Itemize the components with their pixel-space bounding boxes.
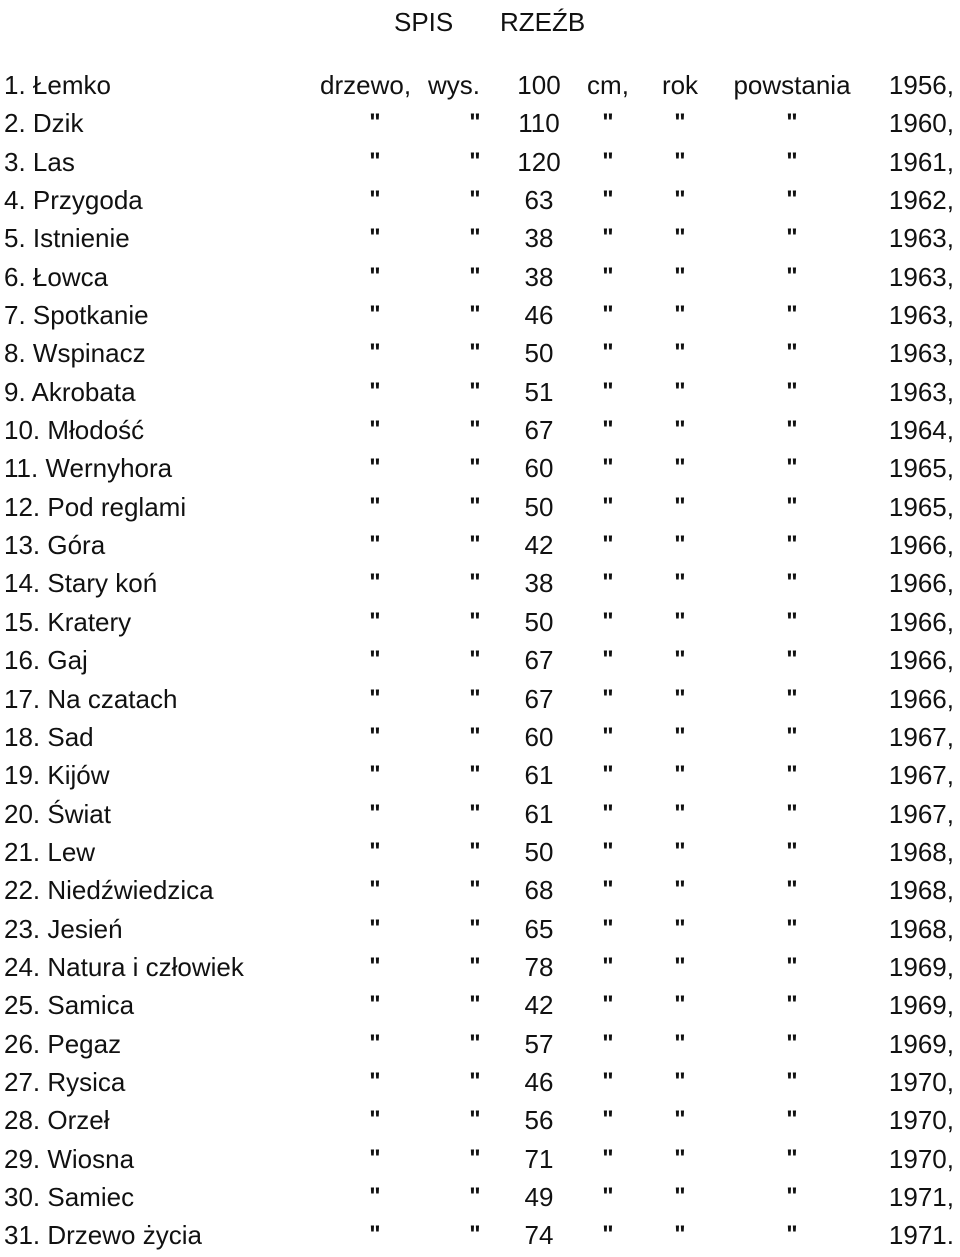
year-value: 1961, xyxy=(888,146,954,177)
year-value: 1956, xyxy=(888,70,954,100)
ditto-mark-material: " xyxy=(369,876,381,904)
ditto-mark-year-label: " xyxy=(674,1067,686,1095)
year-value: 1967, xyxy=(888,798,954,829)
sculpture-name: 4. Przygoda xyxy=(4,185,143,216)
list-item xyxy=(0,910,960,948)
ditto-mark-year-label: " xyxy=(674,914,686,942)
sculpture-name: 23. Jesień xyxy=(4,913,123,944)
list-item xyxy=(0,1101,960,1139)
ditto-mark-year-label: " xyxy=(674,607,686,635)
ditto-mark-material: " xyxy=(369,646,381,674)
year-value: 1969, xyxy=(888,951,954,982)
sculpture-name: 27. Rysica xyxy=(4,1066,126,1097)
height-value: 49 xyxy=(524,1181,554,1212)
sculpture-name: 22. Niedźwiedzica xyxy=(4,875,214,906)
ditto-mark-material: " xyxy=(369,761,381,789)
ditto-mark-year-label: " xyxy=(674,531,686,559)
year-value: 1963, xyxy=(888,223,954,254)
year-value: 1966, xyxy=(888,645,954,676)
height-value: 38 xyxy=(524,223,554,254)
ditto-mark-year-label: " xyxy=(674,991,686,1019)
height-value: 42 xyxy=(524,530,554,561)
list-item xyxy=(0,104,960,142)
ditto-mark-height-label: " xyxy=(469,377,481,405)
ditto-mark-unit: " xyxy=(602,186,614,214)
year-value: 1971. xyxy=(888,1220,954,1251)
ditto-mark-height-label: " xyxy=(469,722,481,750)
ditto-mark-height-label: " xyxy=(469,339,481,367)
ditto-mark-height-label: " xyxy=(469,301,481,329)
year-value: 1963, xyxy=(888,376,954,407)
ditto-mark-height-label: " xyxy=(469,262,481,290)
ditto-mark-height-label: " xyxy=(469,1067,481,1095)
list-item xyxy=(0,986,960,1024)
ditto-mark-unit: " xyxy=(602,914,614,942)
ditto-mark-year-label: " xyxy=(674,722,686,750)
sculpture-name: 8. Wspinacz xyxy=(4,338,146,369)
height-value: 61 xyxy=(524,760,554,791)
ditto-mark-year-label: " xyxy=(674,1221,686,1249)
ditto-mark-height-label: " xyxy=(469,607,481,635)
ditto-mark-unit: " xyxy=(602,607,614,635)
year-value: 1968, xyxy=(888,913,954,944)
ditto-mark-height-label: " xyxy=(469,991,481,1019)
height-value: 78 xyxy=(524,951,554,982)
title-word-1: SPIS xyxy=(394,7,454,37)
year-value: 1967, xyxy=(888,760,954,791)
ditto-mark-material: " xyxy=(369,531,381,559)
ditto-mark-unit: " xyxy=(602,876,614,904)
sculpture-name: 10. Młodość xyxy=(4,415,145,446)
ditto-mark-year-label: " xyxy=(674,339,686,367)
ditto-mark-unit: " xyxy=(602,1182,614,1210)
height-value: 46 xyxy=(524,300,554,331)
list-item xyxy=(0,334,960,372)
sculpture-name: 21. Lew xyxy=(4,836,96,867)
ditto-mark-height-label: " xyxy=(469,1144,481,1172)
sculpture-name: 17. Na czatach xyxy=(4,683,178,714)
ditto-mark-created-label: " xyxy=(786,109,798,137)
ditto-mark-unit: " xyxy=(602,454,614,482)
ditto-mark-height-label: " xyxy=(469,684,481,712)
year-value: 1963, xyxy=(888,261,954,292)
ditto-mark-created-label: " xyxy=(786,799,798,827)
list-item xyxy=(0,526,960,564)
height-value: 50 xyxy=(524,491,554,522)
ditto-mark-created-label: " xyxy=(786,607,798,635)
page-title xyxy=(0,2,960,42)
ditto-mark-material: " xyxy=(369,607,381,635)
list-item xyxy=(0,1063,960,1101)
ditto-mark-created-label: " xyxy=(786,416,798,444)
sculpture-name: 26. Pegaz xyxy=(4,1028,122,1059)
year-value: 1964, xyxy=(888,415,954,446)
ditto-mark-unit: " xyxy=(602,301,614,329)
year-value: 1968, xyxy=(888,836,954,867)
sculpture-name: 7. Spotkanie xyxy=(4,300,149,331)
year-value: 1962, xyxy=(888,185,954,216)
sculpture-name: 16. Gaj xyxy=(4,645,88,676)
ditto-mark-created-label: " xyxy=(786,761,798,789)
ditto-mark-year-label: " xyxy=(674,109,686,137)
title-word-2: RZEŹB xyxy=(500,7,586,37)
ditto-mark-year-label: " xyxy=(674,646,686,674)
unit: cm, xyxy=(587,70,629,100)
list-item xyxy=(0,833,960,871)
year-value: 1966, xyxy=(888,530,954,561)
year-value: 1969, xyxy=(888,990,954,1021)
ditto-mark-created-label: " xyxy=(786,1221,798,1249)
ditto-mark-created-label: " xyxy=(786,186,798,214)
ditto-mark-unit: " xyxy=(602,531,614,559)
ditto-mark-height-label: " xyxy=(469,646,481,674)
ditto-mark-created-label: " xyxy=(786,1029,798,1057)
height-value: 65 xyxy=(524,913,554,944)
ditto-mark-year-label: " xyxy=(674,761,686,789)
sculpture-name: 6. Łowca xyxy=(4,261,109,292)
ditto-mark-material: " xyxy=(369,186,381,214)
ditto-mark-material: " xyxy=(369,952,381,980)
ditto-mark-unit: " xyxy=(602,799,614,827)
ditto-mark-created-label: " xyxy=(786,262,798,290)
ditto-mark-created-label: " xyxy=(786,876,798,904)
ditto-mark-created-label: " xyxy=(786,1182,798,1210)
list-item xyxy=(0,948,960,986)
ditto-mark-material: " xyxy=(369,339,381,367)
sculpture-name: 29. Wiosna xyxy=(4,1143,135,1174)
list-item xyxy=(0,143,960,181)
height-value: 100 xyxy=(517,70,561,100)
ditto-mark-created-label: " xyxy=(786,684,798,712)
ditto-mark-material: " xyxy=(369,837,381,865)
ditto-mark-unit: " xyxy=(602,952,614,980)
sculpture-name: 13. Góra xyxy=(4,530,106,561)
list-item xyxy=(0,296,960,334)
height-value: 57 xyxy=(524,1028,554,1059)
sculpture-name: 25. Samica xyxy=(4,990,135,1021)
sculpture-name: 28. Orzeł xyxy=(4,1105,110,1136)
ditto-mark-height-label: " xyxy=(469,799,481,827)
height-value: 38 xyxy=(524,261,554,292)
height-value: 120 xyxy=(517,146,561,177)
ditto-mark-unit: " xyxy=(602,377,614,405)
ditto-mark-height-label: " xyxy=(469,454,481,482)
ditto-mark-year-label: " xyxy=(674,1106,686,1134)
height-value: 50 xyxy=(524,836,554,867)
list-item xyxy=(0,488,960,526)
year-value: 1965, xyxy=(888,491,954,522)
ditto-mark-material: " xyxy=(369,147,381,175)
ditto-mark-unit: " xyxy=(602,492,614,520)
ditto-mark-created-label: " xyxy=(786,1144,798,1172)
list-item xyxy=(0,411,960,449)
ditto-mark-material: " xyxy=(369,1106,381,1134)
ditto-mark-unit: " xyxy=(602,262,614,290)
ditto-mark-material: " xyxy=(369,109,381,137)
ditto-mark-year-label: " xyxy=(674,1144,686,1172)
ditto-mark-height-label: " xyxy=(469,531,481,559)
ditto-mark-material: " xyxy=(369,301,381,329)
ditto-mark-year-label: " xyxy=(674,416,686,444)
height-value: 67 xyxy=(524,683,554,714)
ditto-mark-material: " xyxy=(369,914,381,942)
sculpture-name: 30. Samiec xyxy=(4,1181,135,1212)
ditto-mark-unit: " xyxy=(602,109,614,137)
ditto-mark-created-label: " xyxy=(786,569,798,597)
height-value: 63 xyxy=(524,185,554,216)
list-item xyxy=(0,641,960,679)
year-label: rok xyxy=(661,70,699,100)
year-value: 1966, xyxy=(888,568,954,599)
ditto-mark-year-label: " xyxy=(674,147,686,175)
ditto-mark-created-label: " xyxy=(786,492,798,520)
ditto-mark-height-label: " xyxy=(469,761,481,789)
year-value: 1968, xyxy=(888,875,954,906)
list-item xyxy=(0,1178,960,1216)
ditto-mark-created-label: " xyxy=(786,952,798,980)
height-value: 67 xyxy=(524,645,554,676)
year-value: 1966, xyxy=(888,606,954,637)
height-value: 38 xyxy=(524,568,554,599)
ditto-mark-material: " xyxy=(369,1144,381,1172)
ditto-mark-unit: " xyxy=(602,339,614,367)
ditto-mark-created-label: " xyxy=(786,531,798,559)
sculpture-name: 20. Świat xyxy=(4,798,111,829)
ditto-mark-height-label: " xyxy=(469,952,481,980)
height-value: 61 xyxy=(524,798,554,829)
ditto-mark-material: " xyxy=(369,1182,381,1210)
ditto-mark-material: " xyxy=(369,1029,381,1057)
ditto-mark-year-label: " xyxy=(674,952,686,980)
ditto-mark-material: " xyxy=(369,454,381,482)
list-item xyxy=(0,756,960,794)
material: drzewo, xyxy=(320,70,412,100)
ditto-mark-year-label: " xyxy=(674,377,686,405)
ditto-mark-height-label: " xyxy=(469,914,481,942)
sculpture-name: 1. Łemko xyxy=(4,70,111,100)
height-label: wys. xyxy=(428,70,480,100)
ditto-mark-year-label: " xyxy=(674,684,686,712)
ditto-mark-height-label: " xyxy=(469,1182,481,1210)
ditto-mark-created-label: " xyxy=(786,147,798,175)
sculpture-name: 31. Drzewo życia xyxy=(4,1220,202,1251)
ditto-mark-material: " xyxy=(369,1067,381,1095)
ditto-mark-created-label: " xyxy=(786,1106,798,1134)
ditto-mark-created-label: " xyxy=(786,224,798,252)
ditto-mark-height-label: " xyxy=(469,492,481,520)
list-item xyxy=(0,258,960,296)
ditto-mark-year-label: " xyxy=(674,799,686,827)
ditto-mark-height-label: " xyxy=(469,1106,481,1134)
ditto-mark-unit: " xyxy=(602,1106,614,1134)
ditto-mark-year-label: " xyxy=(674,569,686,597)
ditto-mark-created-label: " xyxy=(786,914,798,942)
ditto-mark-year-label: " xyxy=(674,301,686,329)
ditto-mark-unit: " xyxy=(602,837,614,865)
sculpture-name: 11. Wernyhora xyxy=(4,453,173,484)
sculpture-name: 14. Stary koń xyxy=(4,568,158,599)
height-value: 74 xyxy=(524,1220,554,1251)
ditto-mark-height-label: " xyxy=(469,1221,481,1249)
list-item xyxy=(0,1140,960,1178)
list-item xyxy=(0,603,960,641)
ditto-mark-created-label: " xyxy=(786,722,798,750)
ditto-mark-unit: " xyxy=(602,416,614,444)
ditto-mark-year-label: " xyxy=(674,454,686,482)
ditto-mark-created-label: " xyxy=(786,646,798,674)
height-value: 51 xyxy=(524,376,554,407)
sculpture-name: 9. Akrobata xyxy=(4,376,136,407)
sculpture-name: 19. Kijów xyxy=(4,760,110,791)
ditto-mark-created-label: " xyxy=(786,377,798,405)
ditto-mark-height-label: " xyxy=(469,1029,481,1057)
ditto-mark-unit: " xyxy=(602,646,614,674)
ditto-mark-height-label: " xyxy=(469,876,481,904)
ditto-mark-material: " xyxy=(369,492,381,520)
height-value: 50 xyxy=(524,338,554,369)
ditto-mark-material: " xyxy=(369,416,381,444)
year-value: 1970, xyxy=(888,1143,954,1174)
year-value: 1963, xyxy=(888,300,954,331)
ditto-mark-unit: " xyxy=(602,684,614,712)
list-item xyxy=(0,219,960,257)
ditto-mark-height-label: " xyxy=(469,109,481,137)
ditto-mark-material: " xyxy=(369,684,381,712)
year-value: 1963, xyxy=(888,338,954,369)
sculpture-name: 15. Kratery xyxy=(4,606,132,637)
ditto-mark-unit: " xyxy=(602,761,614,789)
year-value: 1967, xyxy=(888,721,954,752)
created-label: powstania xyxy=(733,70,851,100)
ditto-mark-height-label: " xyxy=(469,837,481,865)
height-value: 56 xyxy=(524,1105,554,1136)
ditto-mark-material: " xyxy=(369,991,381,1019)
ditto-mark-year-label: " xyxy=(674,1029,686,1057)
height-value: 42 xyxy=(524,990,554,1021)
year-value: 1970, xyxy=(888,1105,954,1136)
ditto-mark-year-label: " xyxy=(674,186,686,214)
height-value: 46 xyxy=(524,1066,554,1097)
sculpture-name: 2. Dzik xyxy=(4,108,84,139)
ditto-mark-material: " xyxy=(369,722,381,750)
ditto-mark-material: " xyxy=(369,377,381,405)
ditto-mark-material: " xyxy=(369,799,381,827)
sculpture-name: 5. Istnienie xyxy=(4,223,130,254)
ditto-mark-material: " xyxy=(369,224,381,252)
year-value: 1966, xyxy=(888,683,954,714)
ditto-mark-height-label: " xyxy=(469,147,481,175)
ditto-mark-unit: " xyxy=(602,1221,614,1249)
ditto-mark-year-label: " xyxy=(674,837,686,865)
ditto-mark-created-label: " xyxy=(786,339,798,367)
ditto-mark-unit: " xyxy=(602,569,614,597)
ditto-mark-unit: " xyxy=(602,722,614,750)
ditto-mark-created-label: " xyxy=(786,454,798,482)
year-value: 1965, xyxy=(888,453,954,484)
list-item xyxy=(0,795,960,833)
ditto-mark-year-label: " xyxy=(674,262,686,290)
ditto-mark-year-label: " xyxy=(674,1182,686,1210)
ditto-mark-unit: " xyxy=(602,147,614,175)
ditto-mark-unit: " xyxy=(602,1144,614,1172)
sculpture-name: 12. Pod reglami xyxy=(4,491,187,522)
ditto-mark-material: " xyxy=(369,262,381,290)
sculpture-name: 3. Las xyxy=(4,146,75,177)
ditto-mark-unit: " xyxy=(602,1067,614,1095)
list-item xyxy=(0,680,960,718)
list-item xyxy=(0,1025,960,1063)
list-item xyxy=(0,66,960,104)
list-item xyxy=(0,564,960,602)
ditto-mark-unit: " xyxy=(602,224,614,252)
ditto-mark-year-label: " xyxy=(674,876,686,904)
height-value: 71 xyxy=(524,1143,554,1174)
year-value: 1969, xyxy=(888,1028,954,1059)
ditto-mark-height-label: " xyxy=(469,416,481,444)
height-value: 67 xyxy=(524,415,554,446)
list-item xyxy=(0,373,960,411)
year-value: 1971, xyxy=(888,1181,954,1212)
ditto-mark-height-label: " xyxy=(469,186,481,214)
ditto-mark-height-label: " xyxy=(469,569,481,597)
sculpture-list xyxy=(0,66,960,1255)
year-value: 1970, xyxy=(888,1066,954,1097)
ditto-mark-material: " xyxy=(369,569,381,597)
list-item xyxy=(0,718,960,756)
height-value: 60 xyxy=(524,721,554,752)
height-value: 110 xyxy=(518,108,560,139)
ditto-mark-unit: " xyxy=(602,1029,614,1057)
ditto-mark-created-label: " xyxy=(786,1067,798,1095)
list-item xyxy=(0,1216,960,1254)
ditto-mark-height-label: " xyxy=(469,224,481,252)
height-value: 60 xyxy=(524,453,554,484)
list-item xyxy=(0,871,960,909)
sculpture-name: 24. Natura i człowiek xyxy=(4,951,244,982)
list-item xyxy=(0,449,960,487)
ditto-mark-created-label: " xyxy=(786,837,798,865)
list-item xyxy=(0,181,960,219)
ditto-mark-year-label: " xyxy=(674,224,686,252)
ditto-mark-unit: " xyxy=(602,991,614,1019)
year-value: 1960, xyxy=(888,108,954,139)
ditto-mark-created-label: " xyxy=(786,301,798,329)
sculpture-name: 18. Sad xyxy=(4,721,94,752)
ditto-mark-created-label: " xyxy=(786,991,798,1019)
height-value: 68 xyxy=(524,875,554,906)
height-value: 50 xyxy=(524,606,554,637)
ditto-mark-material: " xyxy=(369,1221,381,1249)
ditto-mark-year-label: " xyxy=(674,492,686,520)
